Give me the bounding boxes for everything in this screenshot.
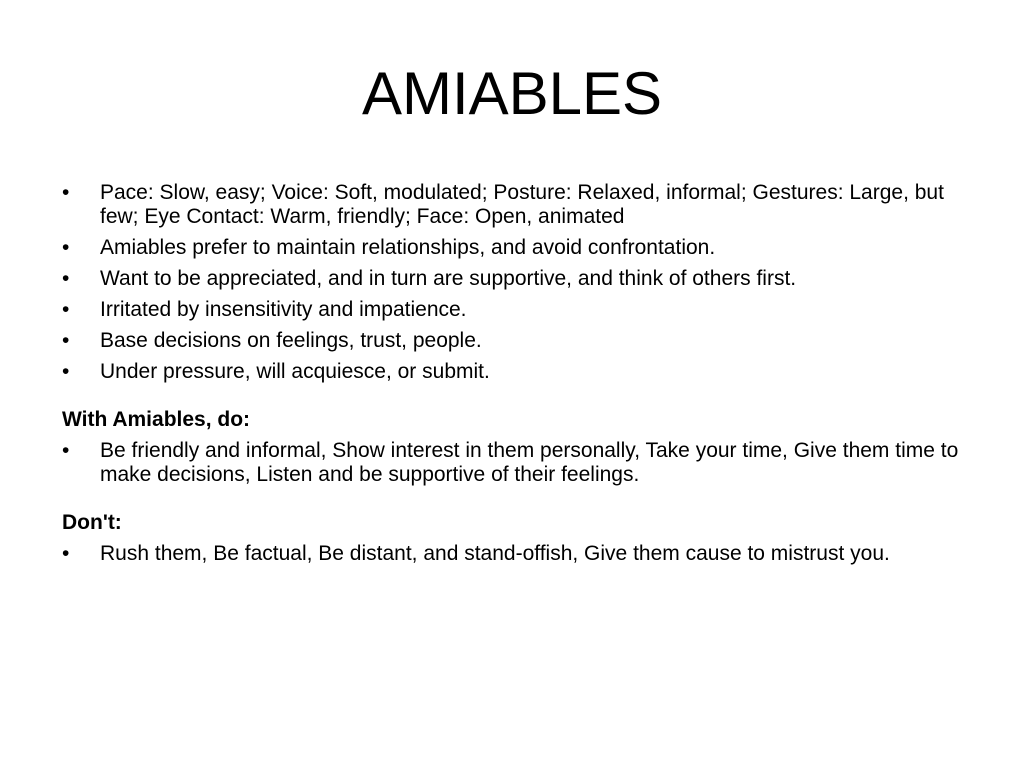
- dont-heading: Don't:: [62, 511, 122, 534]
- bullet-item: [62, 181, 962, 229]
- bullet-item: [62, 236, 962, 260]
- slide-body: [62, 181, 962, 573]
- bullet-item: [62, 360, 962, 384]
- bullet-marker: •: [62, 181, 70, 204]
- bullet-text: Want to be appreciated, and in turn are supportive, and think of others first.: [100, 267, 797, 290]
- bullet-text: Under pressure, will acquiesce, or submit.: [100, 360, 490, 383]
- bullet-item: [62, 329, 962, 353]
- bullet-marker: •: [62, 329, 70, 352]
- bullet-text: Base decisions on feelings, trust, people.: [100, 329, 482, 352]
- bullet-marker: •: [62, 360, 70, 383]
- bullet-text: Be friendly and informal, Show interest in them personally, Take your time, Give them time to make decisions, Listen and be supportive of their feelings.: [100, 439, 959, 486]
- bullet-marker: •: [62, 542, 70, 565]
- bullet-marker: •: [62, 298, 70, 321]
- bullet-item: [62, 542, 962, 566]
- do-bullet-list: [62, 439, 962, 487]
- dont-bullet-list: [62, 542, 962, 566]
- trait-bullet-list: [62, 181, 962, 384]
- bullet-item: [62, 267, 962, 291]
- bullet-marker: •: [62, 236, 70, 259]
- slide-title: AMIABLES: [361, 60, 663, 127]
- bullet-item: [62, 439, 962, 487]
- bullet-text: Amiables prefer to maintain relationships, and avoid confrontation.: [100, 236, 716, 259]
- bullet-item: [62, 298, 962, 322]
- bullet-text: Rush them, Be factual, Be distant, and stand-offish, Give them cause to mistrust you.: [100, 542, 890, 565]
- bullet-marker: •: [62, 267, 70, 290]
- bullet-marker: •: [62, 439, 70, 462]
- bullet-text: Pace: Slow, easy; Voice: Soft, modulated; Posture: Relaxed, informal; Gestures: Large, but few; Eye Contact: Warm, friendly; Face: Open, animated: [100, 181, 944, 228]
- bullet-text: Irritated by insensitivity and impatience.: [100, 298, 467, 321]
- do-heading: With Amiables, do:: [62, 408, 251, 431]
